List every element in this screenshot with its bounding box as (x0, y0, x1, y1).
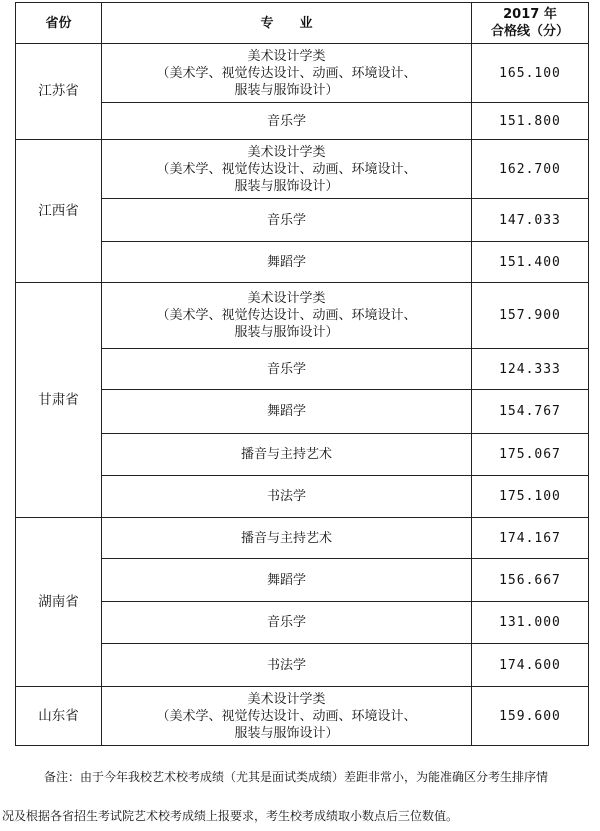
major-cell: 舞蹈学 (102, 390, 472, 434)
table-row (16, 349, 589, 390)
table-row (16, 602, 589, 644)
table-row (16, 434, 589, 476)
score-cell: 154.767 (472, 390, 589, 434)
table-row (16, 476, 589, 518)
footnote-line-2: 况及根据各省招生考试院艺术校考成绩上报要求，考生校考成绩取小数点后三位数值。 (2, 809, 459, 823)
major-line: （美术学、视觉传达设计、动画、环境设计、 (156, 65, 417, 81)
province-cell: 甘肃省 (16, 283, 102, 518)
major-cell: 书法学 (102, 476, 472, 518)
major-cell (102, 140, 472, 199)
major-cell: 音乐学 (102, 602, 472, 644)
header-major: 专 业 (102, 3, 472, 44)
major-cell: 音乐学 (102, 199, 472, 242)
header-row (16, 3, 589, 44)
major-line: （美术学、视觉传达设计、动画、环境设计、 (156, 161, 417, 177)
score-cell: 156.667 (472, 559, 589, 602)
major-line: 服装与服饰设计） (234, 178, 339, 194)
major-cell: 播音与主持艺术 (102, 434, 472, 476)
major-line: 服装与服饰设计） (234, 725, 339, 741)
province-cell: 江西省 (16, 140, 102, 283)
table-row (16, 242, 589, 283)
header-line-label: 合格线（分） (490, 24, 569, 39)
score-cell: 175.100 (472, 476, 589, 518)
major-cell: 播音与主持艺术 (102, 518, 472, 559)
header-year: 2017 年 (503, 7, 557, 22)
score-cell: 147.033 (472, 199, 589, 242)
score-cell: 151.800 (472, 103, 589, 140)
major-cell (102, 44, 472, 103)
score-cell: 157.900 (472, 283, 589, 349)
province-cell: 山东省 (16, 687, 102, 746)
major-line: 美术设计学类 (247, 144, 326, 160)
table-row (16, 390, 589, 434)
table-row (16, 199, 589, 242)
table-row (16, 559, 589, 602)
footnote-line-1: 备注：由于今年我校艺术校考成绩（尤其是面试类成绩）差距非常小，为能准确区分考生排序情 (44, 770, 549, 784)
table-row (16, 44, 589, 103)
major-line: （美术学、视觉传达设计、动画、环境设计、 (156, 708, 417, 724)
table-row (16, 687, 589, 746)
table-row (16, 103, 589, 140)
header-line (472, 3, 589, 44)
table-row (16, 644, 589, 687)
header-province: 省份 (16, 3, 102, 44)
province-cell: 湖南省 (16, 518, 102, 687)
major-line: （美术学、视觉传达设计、动画、环境设计、 (156, 308, 417, 323)
table-row (16, 140, 589, 199)
major-line: 美术设计学类 (247, 691, 326, 707)
major-cell (102, 283, 472, 349)
major-cell: 舞蹈学 (102, 559, 472, 602)
major-line: 美术设计学类 (247, 48, 326, 64)
major-line: 美术设计学类 (247, 291, 326, 306)
score-table (15, 2, 589, 746)
score-cell: 151.400 (472, 242, 589, 283)
score-cell: 131.000 (472, 602, 589, 644)
score-cell: 124.333 (472, 349, 589, 390)
table-row (16, 518, 589, 559)
major-cell: 音乐学 (102, 349, 472, 390)
major-cell: 书法学 (102, 644, 472, 687)
major-cell: 音乐学 (102, 103, 472, 140)
table-row (16, 283, 589, 349)
score-cell: 175.067 (472, 434, 589, 476)
major-line: 服装与服饰设计） (234, 82, 339, 98)
score-cell: 174.167 (472, 518, 589, 559)
major-line: 服装与服饰设计） (234, 325, 339, 340)
major-cell (102, 687, 472, 746)
major-cell: 舞蹈学 (102, 242, 472, 283)
score-cell: 159.600 (472, 687, 589, 746)
score-cell: 165.100 (472, 44, 589, 103)
score-cell: 162.700 (472, 140, 589, 199)
province-cell: 江苏省 (16, 44, 102, 140)
score-cell: 174.600 (472, 644, 589, 687)
